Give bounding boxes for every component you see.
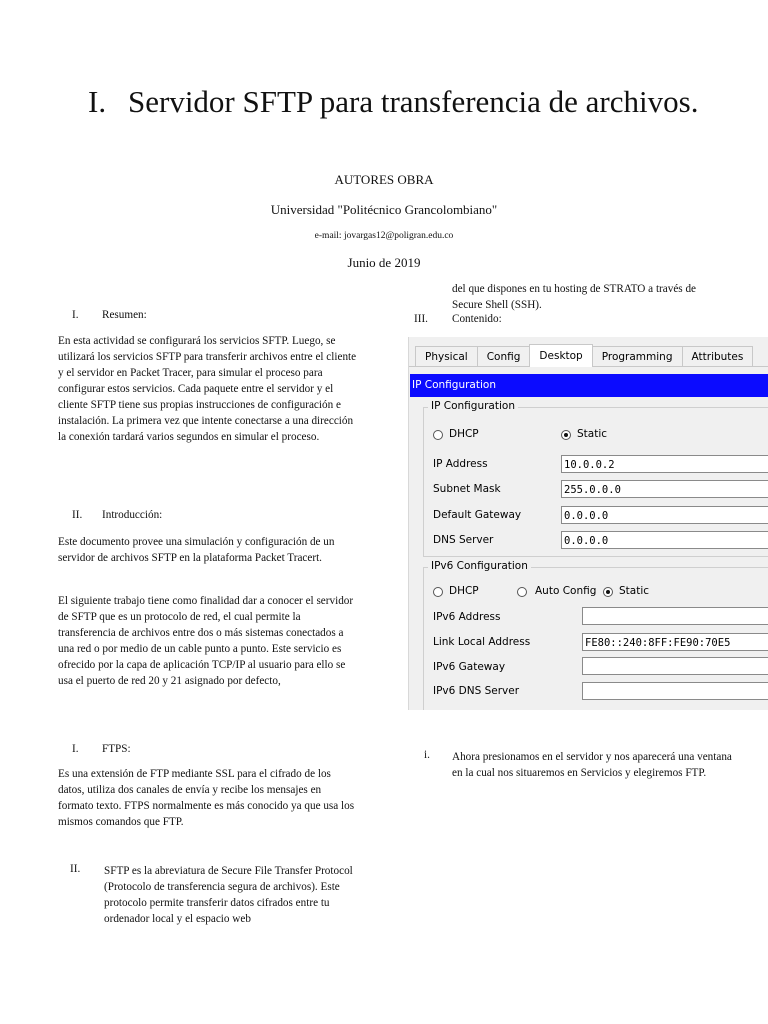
resumen-paragraph: En esta actividad se configurará los servicios SFTP. Luego, se utilizará los servicios SFTP para transferir archivos entre el cliente y el servidor en Packet Tracer, para simular el proceso para configurar estos servicios. Cada paquete entre el servidor y el cliente SFTP tiene sus propias instrucciones de configuración e instalación. La primera vez que intente conectarse a una dirección la conexión tardará varios segundos en simular el proceso. [58, 335, 357, 443]
auto-config-radio[interactable] [517, 587, 527, 597]
section-title: Contenido: [452, 313, 502, 325]
packet-tracer-screenshot [408, 337, 768, 710]
section-title: FTPS: [102, 743, 131, 755]
tab-config[interactable]: Config [477, 346, 531, 367]
section-heading-contenido [414, 313, 502, 325]
dhcp-label: DHCP [449, 428, 479, 440]
sftp-continued-paragraph: del que dispones en tu hosting de STRATO a través de Secure Shell (SSH). [452, 283, 697, 311]
ftp-instruction-paragraph: Ahora presionamos en el servidor y nos aparecerá una ventana en la cual nos situaremos en Servicios y elegiremos FTP. [452, 751, 732, 779]
ipv6-group-label: IPv6 Configuration [428, 560, 531, 572]
section-heading-resumen [72, 309, 147, 321]
list-number-i [424, 749, 430, 761]
section-number: II. [72, 509, 83, 521]
static6-radio[interactable] [603, 587, 613, 597]
date: Junio de 2019 [347, 255, 421, 270]
ip-address-input[interactable]: 10.0.0.2 [561, 455, 768, 473]
item-number: i. [424, 749, 430, 761]
section-number: I. [72, 743, 79, 755]
section-heading-ftps [72, 743, 131, 755]
ipv6-dns-input[interactable] [582, 682, 768, 700]
title-text: Servidor SFTP para transferencia de archivos. [128, 84, 699, 119]
link-local-input[interactable]: FE80::240:8FF:FE90:70E5 [582, 633, 768, 651]
static6-label: Static [619, 585, 650, 597]
ip-configuration-titlebar: IP Configuration [410, 374, 768, 397]
section-heading-introduccion [72, 509, 162, 521]
section-title: Resumen: [102, 309, 147, 321]
section-number: II. [70, 863, 81, 875]
section-number: III. [414, 313, 428, 325]
dns-server-label: DNS Server [433, 534, 494, 546]
ip-address-label: IP Address [433, 458, 488, 470]
tab-desktop[interactable]: Desktop [529, 344, 592, 367]
list-number-sftp [70, 863, 80, 875]
auto-config-label: Auto Config [535, 585, 597, 597]
default-gateway-input[interactable]: 0.0.0.0 [561, 506, 768, 524]
tab-programming[interactable]: Programming [592, 346, 683, 367]
tab-physical[interactable]: Physical [415, 346, 478, 367]
dhcp6-label: DHCP [449, 585, 479, 597]
university: Universidad "Politécnico Grancolombiano" [270, 202, 498, 217]
static-label: Static [577, 428, 608, 440]
dns-server-input[interactable]: 0.0.0.0 [561, 531, 768, 549]
ipv6-dns-label: IPv6 DNS Server [433, 685, 520, 697]
ftps-paragraph: Es una extensión de FTP mediante SSL para el cifrado de los datos, utiliza dos canales de envía y recibe los mensajes en formato texto. FTPS normalmente es más conocido ya que usa los mismos comandos que FTP. [58, 768, 355, 828]
link-local-label: Link Local Address [433, 636, 531, 648]
ipv4-group-label: IP Configuration [428, 400, 518, 412]
ipv6-address-label: IPv6 Address [433, 611, 501, 623]
ipv6-gateway-label: IPv6 Gateway [433, 661, 506, 673]
subnet-mask-input[interactable]: 255.0.0.0 [561, 480, 768, 498]
ipv6-address-input[interactable] [582, 607, 768, 625]
ipv6-gateway-input[interactable] [582, 657, 768, 675]
title-number: I. [88, 84, 107, 119]
introduccion-paragraph-1: Este documento provee una simulación y configuración de un servidor de archivos SFTP en la plataforma Packet Tracert. [58, 536, 335, 564]
section-title: Introducción: [102, 509, 163, 521]
default-gateway-label: Default Gateway [433, 509, 522, 521]
sftp-paragraph: SFTP es la abreviatura de Secure File Transfer Protocol (Protocolo de transferencia segura de archivos). Este protocolo permite transferir datos cifrados entre tu ordenador local y el espacio web [104, 865, 353, 925]
subnet-mask-label: Subnet Mask [433, 483, 501, 495]
static-radio[interactable] [561, 430, 571, 440]
dhcp6-radio[interactable] [433, 587, 443, 597]
document-title [88, 84, 698, 120]
authors: AUTORES OBRA [334, 172, 434, 187]
introduccion-paragraph-2: El siguiente trabajo tiene como finalidad dar a conocer el servidor de SFTP que es un protocolo de red, el cual permite la transferencia de archivos entre dos o más sistemas conectados a una red o por medio de un cable punto a punto. Este servicio es ofrecido por la capa de aplicación TCP/IP al usuario para ello se usa el puerto de red 20 y 21 asignado por defecto, [58, 595, 354, 687]
email: e-mail: jovargas12@poligran.edu.co [314, 231, 454, 241]
tab-bar [415, 344, 752, 366]
section-number: I. [72, 309, 79, 321]
tab-attributes[interactable]: Attributes [682, 346, 754, 367]
dhcp-radio[interactable] [433, 430, 443, 440]
